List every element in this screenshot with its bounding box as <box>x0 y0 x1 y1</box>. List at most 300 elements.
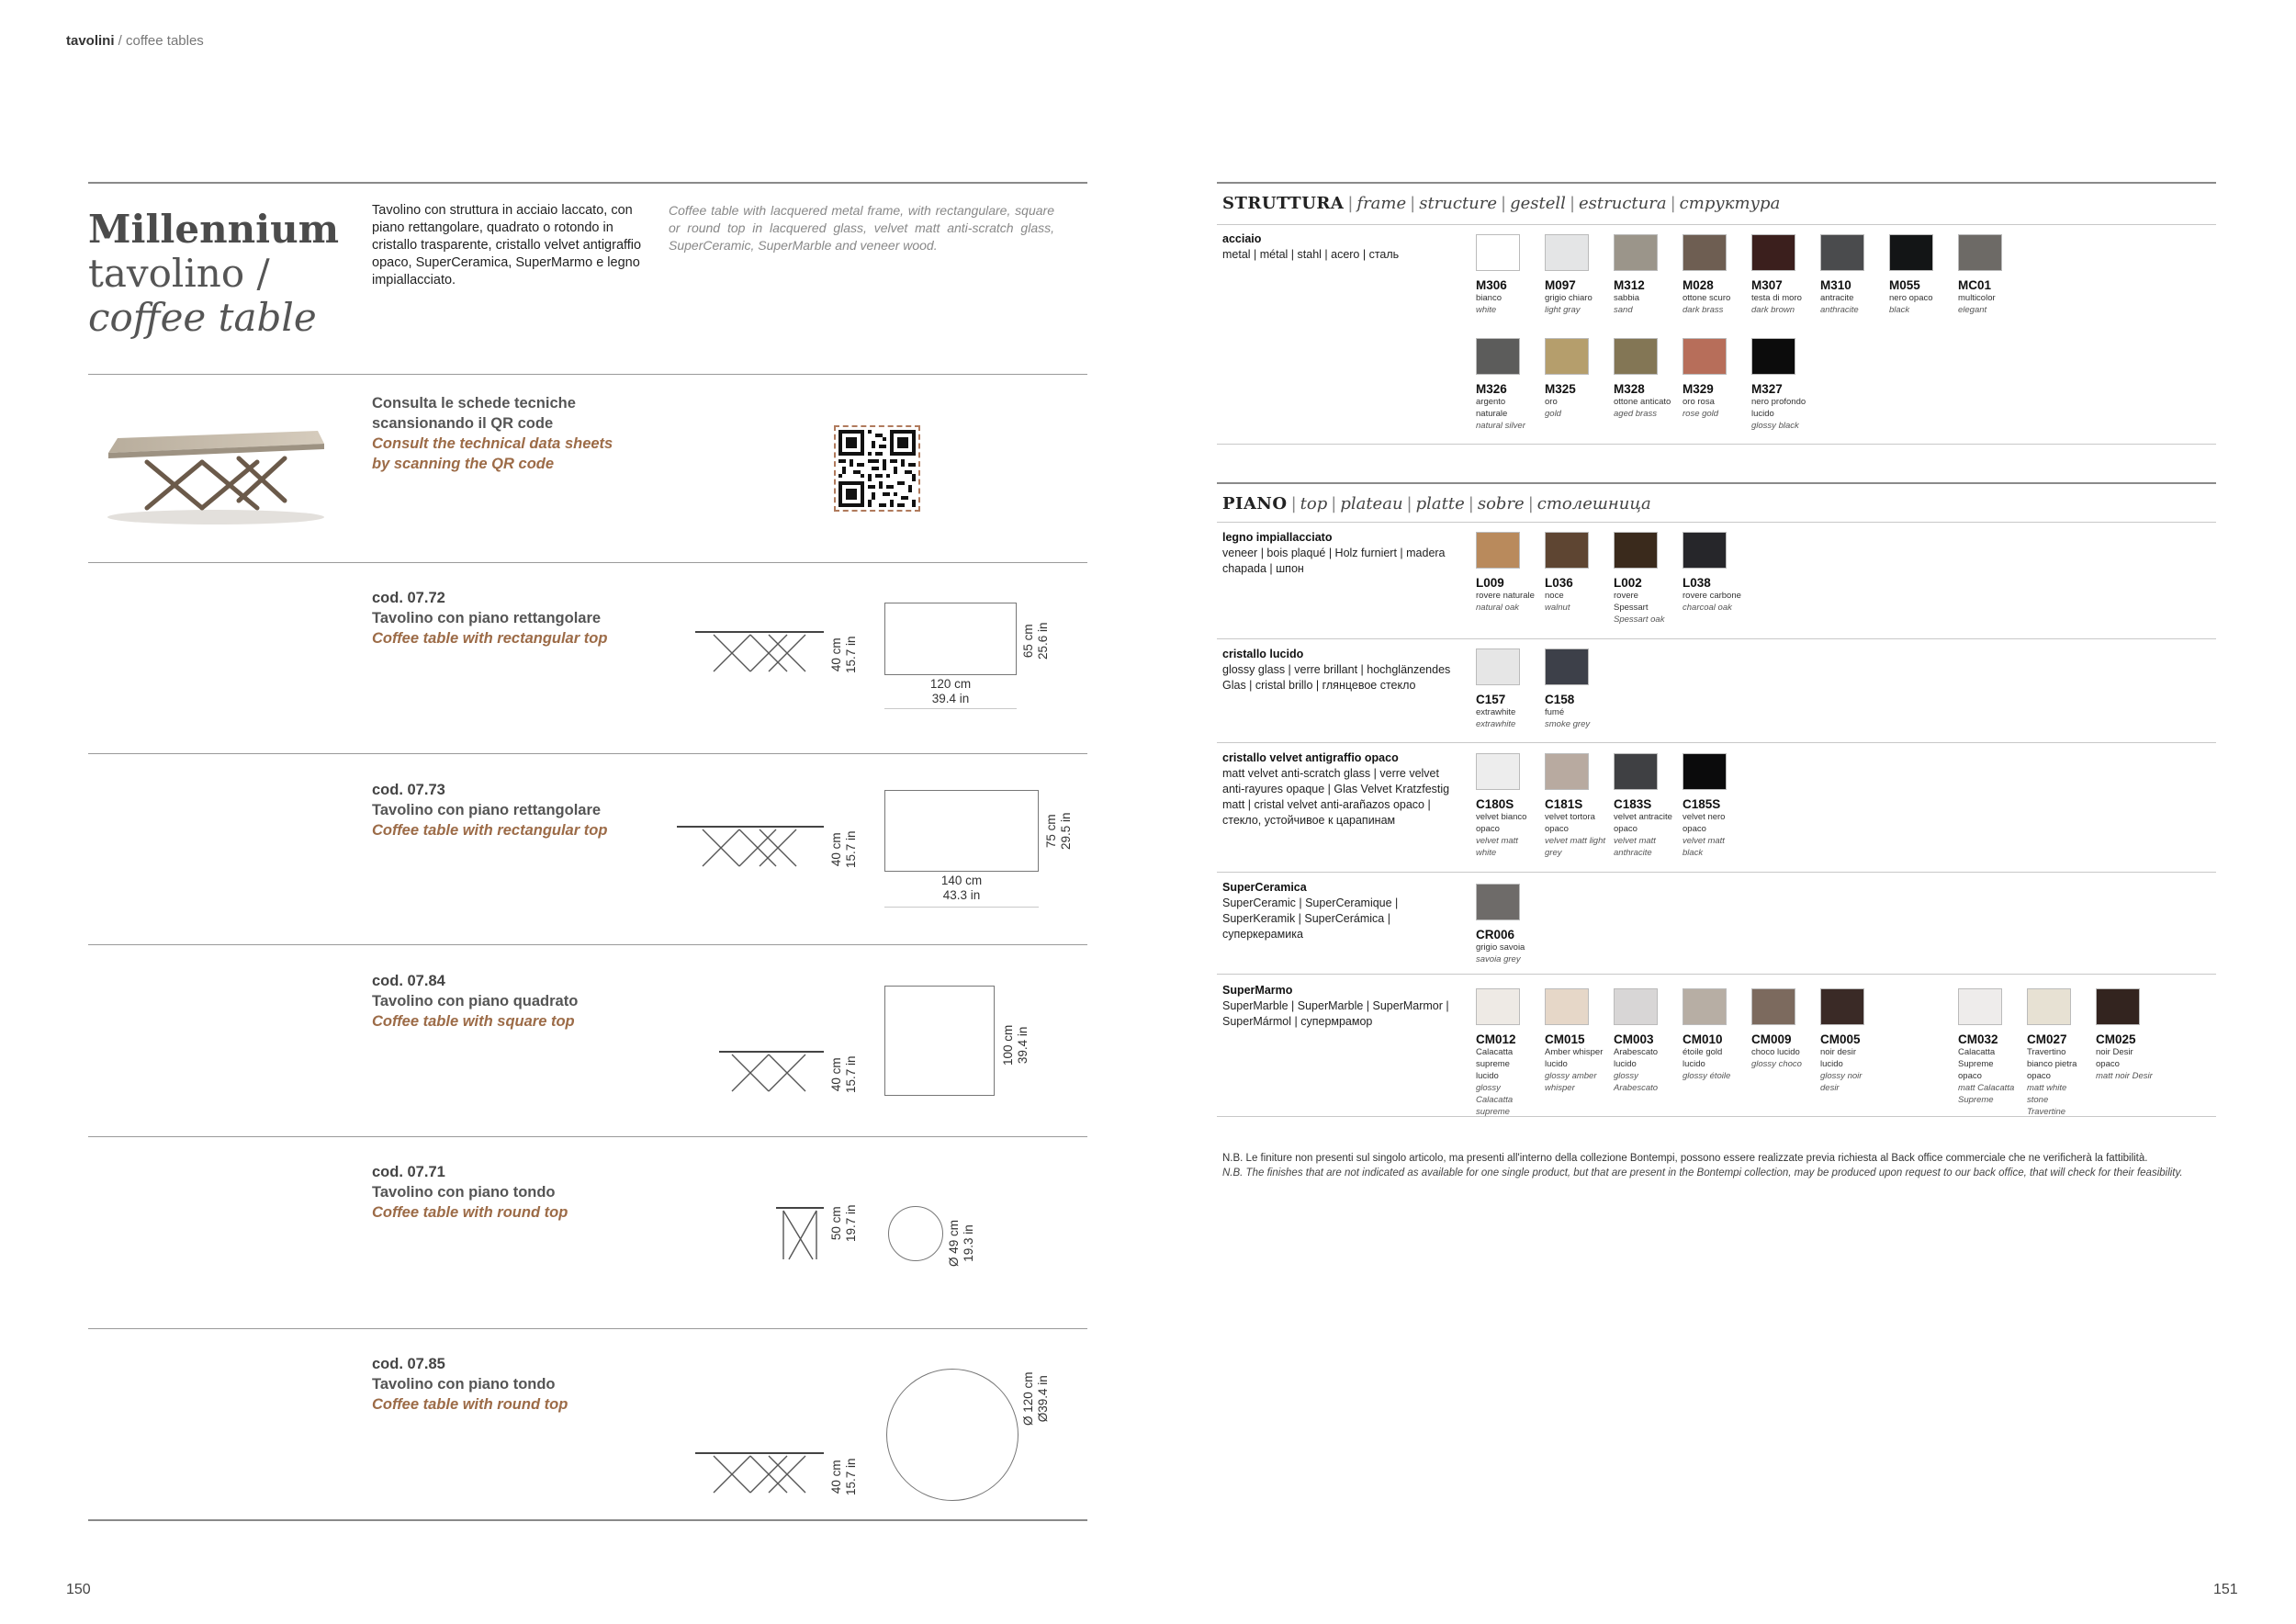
product-item-07-72 <box>372 588 607 648</box>
swatch-name-it: Arabescato lucido <box>1614 1047 1659 1069</box>
swatch-name-it: étoile gold lucido <box>1683 1047 1723 1069</box>
product-item-07-71 <box>372 1162 568 1223</box>
swatch-desc <box>1476 811 1544 859</box>
swatch-desc <box>1614 1046 1682 1094</box>
top-view-rectangle <box>884 790 1039 872</box>
finish-swatch-m329[interactable] <box>1683 338 1727 419</box>
swatch-color[interactable] <box>1958 988 2002 1025</box>
qr-text: scansionando il QR code <box>372 415 554 432</box>
swatch-desc <box>1545 396 1613 420</box>
swatch-code: CM025 <box>2096 1032 2136 1046</box>
swatch-name-en: white <box>1476 305 1497 315</box>
swatch-color[interactable] <box>1683 338 1727 375</box>
finish-swatch-c185s[interactable] <box>1683 753 1727 858</box>
divider <box>88 753 1087 754</box>
section-heading: PIANO <box>1222 494 1288 513</box>
swatch-name-en: dark brown <box>1751 305 1795 315</box>
finish-swatch-m307[interactable] <box>1751 234 1802 315</box>
swatch-code: C158 <box>1545 693 1575 706</box>
swatch-code: CM027 <box>2027 1032 2067 1046</box>
divider <box>1217 182 2216 184</box>
dim-in: 43.3 in <box>942 888 981 902</box>
dim-in: 15.7 in <box>844 636 858 673</box>
category-name: SuperCeramica <box>1222 881 1307 894</box>
swatch-name-en: anthracite <box>1820 305 1859 315</box>
swatch-color[interactable] <box>1614 234 1658 271</box>
section-translation: gestell <box>1510 194 1566 213</box>
dim-in: 15.7 in <box>844 1458 858 1495</box>
finish-swatch-c157[interactable] <box>1476 648 1520 729</box>
swatch-name-en: glossy noir desir <box>1820 1071 1863 1093</box>
swatch-name-en: rose gold <box>1683 409 1719 419</box>
swatch-color[interactable] <box>1820 988 1864 1025</box>
side-view-drawing <box>677 825 824 871</box>
finish-swatch-cm032[interactable] <box>1958 988 2015 1105</box>
swatch-name-it: Amber whisper lucido <box>1545 1047 1604 1069</box>
page-title <box>88 208 364 340</box>
finish-swatch-m312[interactable] <box>1614 234 1658 315</box>
swatch-name-en: Spessart oak <box>1614 615 1665 625</box>
divider <box>88 182 1087 184</box>
height-dimension <box>829 1055 859 1093</box>
item-name: Tavolino con piano rettangolare <box>372 802 602 818</box>
finish-swatch-m327[interactable] <box>1751 338 1806 431</box>
swatch-desc <box>2027 1046 2095 1118</box>
dimension-line <box>884 708 1017 709</box>
swatch-desc <box>1614 396 1682 420</box>
breadcrumb <box>66 33 204 49</box>
dim-cm: 40 cm <box>829 637 843 672</box>
product-name: Millennium <box>88 207 340 252</box>
swatch-code: M306 <box>1476 278 1507 292</box>
swatch-name-en: smoke grey <box>1545 719 1591 729</box>
swatch-color[interactable] <box>1751 234 1795 271</box>
swatch-name-it: sabbia <box>1614 293 1639 303</box>
swatch-color[interactable] <box>1545 753 1589 790</box>
dim-in: 39.4 in <box>931 692 970 705</box>
finish-swatch-m055[interactable] <box>1889 234 1933 315</box>
depth-dimension <box>1021 622 1051 660</box>
swatch-name-it: antracite <box>1820 293 1854 303</box>
swatch-name-en: glossy Arabescato <box>1614 1071 1659 1093</box>
swatch-color[interactable] <box>1476 988 1520 1025</box>
swatch-name-it: oro <box>1545 397 1558 407</box>
dim-in: 19.3 in <box>962 1224 975 1262</box>
swatch-name-en: velvet matt white <box>1476 836 1518 858</box>
category-acciaio <box>1222 231 1461 263</box>
swatch-color[interactable] <box>1751 338 1795 375</box>
swatch-name-it: grigio savoia <box>1476 942 1525 953</box>
category-desc: metal | métal | stahl | acero | сталь <box>1222 248 1400 261</box>
category-desc: matt velvet anti-scratch glass | verre velvet anti-rayures opaque | Glas Velvet Kratzfestig matt | cristal velvet anti-arañazos opaco | стекло, устойчивое к царапинам <box>1222 767 1450 827</box>
divider <box>1217 974 2216 975</box>
qr-code[interactable] <box>834 425 920 512</box>
divider <box>88 1136 1087 1137</box>
dim-cm: Ø 120 cm <box>1021 1371 1035 1426</box>
swatch-name-it: rovere naturale <box>1476 591 1535 601</box>
swatch-desc <box>1545 1046 1613 1094</box>
swatch-code: C181S <box>1545 797 1583 811</box>
item-code: cod. 07.71 <box>372 1164 445 1180</box>
swatch-desc <box>1476 590 1544 614</box>
dim-cm: 65 cm <box>1021 624 1035 659</box>
swatch-name-en: velvet matt black <box>1683 836 1725 858</box>
side-view-drawing <box>695 1451 824 1497</box>
swatch-desc <box>1476 396 1544 432</box>
finish-swatch-m028[interactable] <box>1683 234 1731 315</box>
swatch-name-it: ottone anticato <box>1614 397 1671 407</box>
qr-code-icon <box>838 430 916 507</box>
section-translation: plateau <box>1340 494 1403 513</box>
divider <box>1217 224 2216 225</box>
swatch-color[interactable] <box>1476 532 1520 569</box>
category-name: cristallo velvet antigraffio opaco <box>1222 751 1399 764</box>
swatch-code: M329 <box>1683 382 1714 396</box>
finish-swatch-m328[interactable] <box>1614 338 1671 419</box>
swatch-name-it: ottone scuro <box>1683 293 1731 303</box>
section-heading: STRUTTURA <box>1222 194 1345 213</box>
swatch-code: CM015 <box>1545 1032 1585 1046</box>
swatch-code: M326 <box>1476 382 1507 396</box>
divider <box>88 562 1087 563</box>
swatch-name-en: savoia grey <box>1476 954 1521 964</box>
swatch-desc <box>1683 590 1750 614</box>
item-name-en: Coffee table with rectangular top <box>372 822 608 839</box>
item-code: cod. 07.72 <box>372 590 445 606</box>
swatch-desc <box>1958 292 2026 316</box>
swatch-code: M307 <box>1751 278 1783 292</box>
finish-swatch-m306[interactable] <box>1476 234 1520 315</box>
swatch-name-en: velvet matt anthracite <box>1614 836 1656 858</box>
swatch-name-it: rovere Spessart <box>1614 591 1649 613</box>
category-supermarmo <box>1222 983 1461 1030</box>
swatch-name-it: rovere carbone <box>1683 591 1741 601</box>
page-number-right: 151 <box>2213 1582 2238 1597</box>
swatch-color[interactable] <box>2096 988 2140 1025</box>
finish-swatch-c180s[interactable] <box>1476 753 1527 858</box>
swatch-name-it: nero profondo lucido <box>1751 397 1806 419</box>
finish-swatch-m097[interactable] <box>1545 234 1593 315</box>
swatch-desc <box>1889 292 1957 316</box>
swatch-code: CM003 <box>1614 1032 1654 1046</box>
qr-text: Consulta le schede tecniche <box>372 395 576 412</box>
swatch-code: CM010 <box>1683 1032 1723 1046</box>
top-view-circle <box>886 1369 1019 1501</box>
swatch-name-en: charcoal oak <box>1683 603 1732 613</box>
item-name: Tavolino con piano quadrato <box>372 993 579 1009</box>
divider <box>88 1519 1087 1521</box>
swatch-name-en: glossy étoile <box>1683 1071 1731 1081</box>
height-dimension <box>829 1458 859 1495</box>
swatch-color[interactable] <box>1545 338 1589 375</box>
swatch-desc <box>1476 942 1544 965</box>
dim-in: 15.7 in <box>844 830 858 868</box>
finish-swatch-c183s[interactable] <box>1614 753 1672 858</box>
divider <box>1217 482 2216 484</box>
dim-cm: 120 cm <box>929 677 972 691</box>
category-name: SuperMarmo <box>1222 984 1293 997</box>
swatch-name-it: extrawhite <box>1476 707 1516 717</box>
category-name: cristallo lucido <box>1222 648 1304 660</box>
dim-cm: 140 cm <box>940 874 983 887</box>
swatch-name-it: velvet bianco opaco <box>1476 812 1527 834</box>
swatch-code: L038 <box>1683 576 1711 590</box>
dim-cm: 100 cm <box>1001 1024 1015 1066</box>
section-translation: столешница <box>1536 494 1651 513</box>
item-name: Tavolino con piano tondo <box>372 1184 556 1201</box>
finish-swatch-cm010[interactable] <box>1683 988 1731 1081</box>
category-name: legno impiallacciato <box>1222 531 1333 544</box>
swatch-color[interactable] <box>1545 532 1589 569</box>
swatch-code: CM012 <box>1476 1032 1516 1046</box>
product-photo <box>101 409 331 528</box>
finish-swatch-cm003[interactable] <box>1614 988 1659 1093</box>
dim-in: 39.4 in <box>1016 1026 1030 1065</box>
swatch-code: M028 <box>1683 278 1714 292</box>
page-number-left: 150 <box>66 1582 91 1597</box>
product-item-07-73 <box>372 780 607 840</box>
swatch-color[interactable] <box>1614 988 1658 1025</box>
swatch-name-it: velvet nero opaco <box>1683 812 1726 834</box>
item-name-en: Coffee table with rectangular top <box>372 630 608 647</box>
finish-swatch-cm009[interactable] <box>1751 988 1802 1069</box>
swatch-name-it: Travertino bianco pietra opaco <box>2027 1047 2077 1081</box>
finish-swatch-l002[interactable] <box>1614 532 1665 625</box>
category-desc: SuperMarble | SuperMarble | SuperMarmor | SuperMármol | супермрамор <box>1222 999 1449 1028</box>
breadcrumb-main[interactable]: tavolini <box>66 33 115 49</box>
swatch-code: M097 <box>1545 278 1576 292</box>
category-superceramica <box>1222 880 1461 942</box>
dim-in: 15.7 in <box>844 1055 858 1093</box>
swatch-desc <box>1545 292 1613 316</box>
swatch-code: CM009 <box>1751 1032 1792 1046</box>
category-desc: SuperCeramic | SuperCeramique | SuperKeramik | SuperCerámica | суперкерамика <box>1222 897 1399 941</box>
divider <box>88 374 1087 375</box>
swatch-name-it: bianco <box>1476 293 1502 303</box>
swatch-name-it: argento naturale <box>1476 397 1508 419</box>
swatch-desc <box>1751 396 1819 432</box>
swatch-color[interactable] <box>1545 648 1589 685</box>
swatch-desc <box>1614 811 1682 859</box>
swatch-color[interactable] <box>1683 753 1727 790</box>
dim-cm: 75 cm <box>1044 814 1058 849</box>
swatch-desc <box>1683 396 1750 420</box>
description-en: Coffee table with lacquered metal frame, with rectangulare, square or round top in lacquered glass, velvet matt anti-scratch glass, SuperCeramic, SuperMarble and veneer wood. <box>669 203 1054 253</box>
swatch-desc <box>1545 590 1613 614</box>
qr-text: by scanning the QR code <box>372 456 555 472</box>
top-view-square <box>884 986 995 1096</box>
swatch-name-it: noce <box>1545 591 1564 601</box>
finish-swatch-c158[interactable] <box>1545 648 1591 729</box>
swatch-color[interactable] <box>1545 988 1589 1025</box>
footnote-it: N.B. Le finiture non presenti sul singolo articolo, ma presenti all'interno della collezione Bontempi, possono essere realizzate previa richiesta al Back office commerciale che ne verificherà la fattibilità. <box>1222 1153 2148 1164</box>
swatch-name-en: glossy black <box>1751 421 1799 431</box>
finish-swatch-l038[interactable] <box>1683 532 1741 613</box>
swatch-color[interactable] <box>1683 234 1727 271</box>
swatch-desc <box>1545 811 1613 859</box>
swatch-color[interactable] <box>1476 234 1520 271</box>
swatch-color[interactable] <box>1476 648 1520 685</box>
category-desc: veneer | bois plaqué | Holz furniert | madera chapada | шпон <box>1222 547 1446 575</box>
item-code: cod. 07.84 <box>372 973 445 989</box>
diameter-dimension <box>1021 1371 1051 1426</box>
swatch-color[interactable] <box>1476 753 1520 790</box>
product-type-en: coffee table <box>88 295 317 340</box>
swatch-name-it: velvet tortora opaco <box>1545 812 1595 834</box>
width-dimension <box>884 874 1039 903</box>
swatch-color[interactable] <box>1683 988 1727 1025</box>
swatch-desc <box>1545 706 1613 730</box>
section-translation: структура <box>1679 194 1781 213</box>
swatch-name-en: matt white stone Travertine <box>2027 1083 2067 1117</box>
product-item-07-85 <box>372 1354 568 1415</box>
dim-cm: 40 cm <box>829 1460 843 1494</box>
swatch-name-en: walnut <box>1545 603 1570 613</box>
height-dimension <box>829 1204 859 1242</box>
finish-swatch-cm012[interactable] <box>1476 988 1520 1117</box>
swatch-name-en: natural oak <box>1476 603 1520 613</box>
category-desc: glossy glass | verre brillant | hochglänzendes Glas | cristal brillo | глянцевое стекло <box>1222 663 1451 692</box>
finish-swatch-cm025[interactable] <box>2096 988 2153 1081</box>
swatch-color[interactable] <box>1751 988 1795 1025</box>
swatch-color[interactable] <box>1476 884 1520 920</box>
swatch-code: C157 <box>1476 693 1506 706</box>
top-view-circle <box>888 1206 943 1261</box>
swatch-desc <box>1751 292 1819 316</box>
swatch-color[interactable] <box>1889 234 1933 271</box>
divider <box>88 1328 1087 1329</box>
swatch-name-en: black <box>1889 305 1910 315</box>
divider <box>88 944 1087 945</box>
swatch-color[interactable] <box>1614 753 1658 790</box>
dim-in: 19.7 in <box>844 1204 858 1242</box>
swatch-name-en: natural silver <box>1476 421 1525 431</box>
swatch-desc <box>1614 292 1682 316</box>
qr-instructions-it <box>372 393 576 434</box>
swatch-desc <box>1683 1046 1750 1082</box>
finish-swatch-m310[interactable] <box>1820 234 1864 315</box>
swatch-desc <box>1614 590 1682 626</box>
finish-swatch-l009[interactable] <box>1476 532 1535 613</box>
swatch-color[interactable] <box>1683 532 1727 569</box>
dim-in: 25.6 in <box>1036 622 1050 660</box>
item-name: Tavolino con piano rettangolare <box>372 610 602 626</box>
dim-cm: 40 cm <box>829 1057 843 1092</box>
finish-swatch-cm015[interactable] <box>1545 988 1604 1093</box>
product-type-it: tavolino / <box>88 251 270 296</box>
swatch-desc <box>1476 1046 1544 1118</box>
section-title-piano: PIANO | top | plateau | platte | sobre | столешница <box>1222 494 1651 513</box>
item-name-en: Coffee table with round top <box>372 1204 568 1221</box>
finish-swatch-m325[interactable] <box>1545 338 1589 419</box>
swatch-name-en: glossy Calacatta supreme <box>1476 1083 1514 1117</box>
category-legno <box>1222 530 1461 577</box>
divider <box>1217 872 2216 873</box>
section-translation: structure <box>1419 194 1498 213</box>
breadcrumb-sub: / coffee tables <box>114 33 204 49</box>
swatch-desc <box>1820 1046 1888 1094</box>
swatch-name-en: velvet matt light grey <box>1545 836 1605 858</box>
swatch-desc <box>1476 706 1544 730</box>
height-dimension <box>829 636 859 673</box>
swatch-name-en: elegant <box>1958 305 1987 315</box>
top-view-rectangle <box>884 603 1017 675</box>
diameter-dimension <box>947 1220 976 1267</box>
swatch-name-en: aged brass <box>1614 409 1658 419</box>
swatch-color[interactable] <box>1820 234 1864 271</box>
qr-text: Consult the technical data sheets <box>372 435 613 452</box>
swatch-code: L009 <box>1476 576 1504 590</box>
dim-in: 29.5 in <box>1059 812 1073 850</box>
category-cristallo-velvet <box>1222 750 1461 829</box>
swatch-name-en: matt noir Desir <box>2096 1071 2153 1081</box>
swatch-name-it: oro rosa <box>1683 397 1715 407</box>
item-name-en: Coffee table with round top <box>372 1396 568 1413</box>
swatch-name-it: multicolor <box>1958 293 1996 303</box>
swatch-name-en: extrawhite <box>1476 719 1516 729</box>
section-translation: frame <box>1356 194 1407 213</box>
swatch-name-it: Calacatta Supreme opaco <box>1958 1047 1996 1081</box>
swatch-code: CM032 <box>1958 1032 1998 1046</box>
section-translation: sobre <box>1477 494 1525 513</box>
swatch-color[interactable] <box>1614 532 1658 569</box>
divider <box>1217 742 2216 743</box>
side-view-drawing <box>719 1050 824 1096</box>
swatch-desc <box>1958 1046 2026 1106</box>
dim-cm: 40 cm <box>829 832 843 867</box>
dim-cm: Ø 49 cm <box>947 1219 961 1267</box>
swatch-name-it: Calacatta supreme lucido <box>1476 1047 1514 1081</box>
swatch-code: M310 <box>1820 278 1851 292</box>
swatch-code: M055 <box>1889 278 1920 292</box>
finish-swatch-cr006[interactable] <box>1476 884 1525 964</box>
product-item-07-84 <box>372 971 578 1032</box>
width-dimension <box>884 677 1017 706</box>
swatch-name-it: noir desir lucido <box>1820 1047 1857 1069</box>
swatch-name-it: testa di moro <box>1751 293 1802 303</box>
swatch-code: L002 <box>1614 576 1642 590</box>
swatch-color[interactable] <box>1476 338 1520 375</box>
category-cristallo-lucido <box>1222 647 1461 694</box>
finish-swatch-m326[interactable] <box>1476 338 1525 431</box>
swatch-code: C185S <box>1683 797 1721 811</box>
finish-swatch-mc01[interactable] <box>1958 234 2002 315</box>
swatch-name-it: fumé <box>1545 707 1565 717</box>
dim-cm: 50 cm <box>829 1206 843 1241</box>
swatch-desc <box>1820 292 1888 316</box>
swatch-code: CM005 <box>1820 1032 1861 1046</box>
swatch-color[interactable] <box>2027 988 2071 1025</box>
swatch-name-en: sand <box>1614 305 1633 315</box>
item-name-en: Coffee table with square top <box>372 1013 575 1030</box>
swatch-color[interactable] <box>1614 338 1658 375</box>
swatch-code: L036 <box>1545 576 1573 590</box>
swatch-desc <box>2096 1046 2164 1082</box>
divider <box>1217 522 2216 523</box>
swatch-name-en: glossy choco <box>1751 1059 1802 1069</box>
swatch-desc <box>1683 292 1750 316</box>
section-title-struttura: STRUTTURA | frame | structure | gestell | estructura | структура <box>1222 194 1781 213</box>
finish-swatch-c181s[interactable] <box>1545 753 1605 858</box>
finish-swatch-cm005[interactable] <box>1820 988 1864 1093</box>
swatch-color[interactable] <box>1545 234 1589 271</box>
finish-swatch-l036[interactable] <box>1545 532 1589 613</box>
item-name: Tavolino con piano tondo <box>372 1376 556 1393</box>
item-code: cod. 07.85 <box>372 1356 445 1372</box>
finish-swatch-cm027[interactable] <box>2027 988 2077 1117</box>
swatch-color[interactable] <box>1958 234 2002 271</box>
swatch-name-it: choco lucido <box>1751 1047 1800 1057</box>
